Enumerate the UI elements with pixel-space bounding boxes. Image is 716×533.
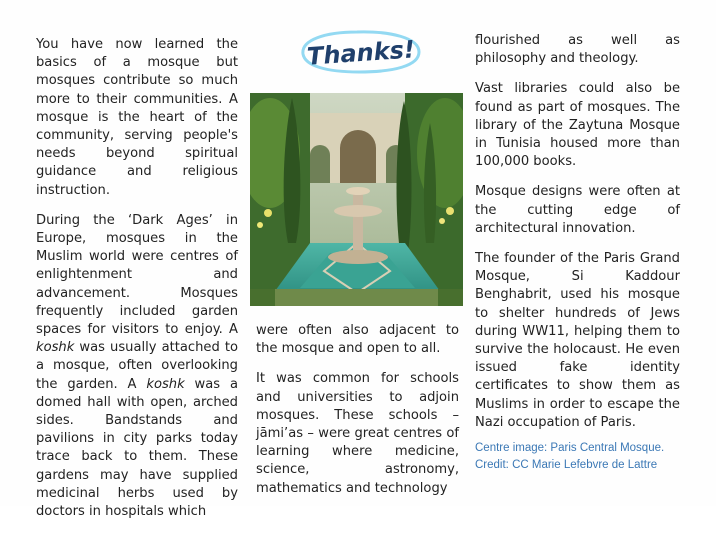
image-caption [475, 440, 705, 474]
dark-ages-text-c: was a domed hall with open, arched sides. Bandstands and pavilions in city parks today trace back to them. These gardens may have supplied medicinal herbs used by doctors in hospitals which [36, 376, 239, 520]
caption-credit: Credit: CC Marie Lefebvre de Lattre [475, 459, 658, 471]
designs-paragraph: Mosque designs were often at the cutting edge of architectural innovation. [475, 184, 680, 236]
adjacent-paragraph: were often also adjacent to the mosque and open to all. [256, 323, 459, 357]
paris-mosque-paragraph: The founder of the Paris Grand Mosque, Si Kaddour Benghabrit, used his mosque to shelter hundreds of Jews during WW11, helping them to survive the holocaust. He even issued fake identity certificates to show them as Muslims in order to escape the Nazi occupation of Paris. [475, 251, 680, 430]
dark-ages-text-a: During the ‘Dark Ages’ in Europe, mosques in the Muslim world were centres of enlightenment and advancement. Mosques frequently included garden spaces for visitors to enjoy. A [36, 212, 238, 338]
philosophy-paragraph: flourished as well as philosophy and theology. [475, 33, 680, 67]
koshk-term: koshk [146, 376, 185, 392]
column-middle [256, 322, 459, 510]
intro-paragraph: You have now learned the basics of a mosque but mosques contribute so much more to their communities. A mosque is the heart of the community, serving people's needs beyond spiritual guidance and religious instruction. [36, 37, 238, 198]
caption-line-1: Centre image: Paris Central Mosque. [475, 442, 665, 454]
thanks-sticker [295, 26, 425, 76]
schools-paragraph: It was common for schools and universities to adjoin mosques. These schools – jāmi’as – were great centres of learning where medicine, science, astronomy, mathematics and technology [256, 371, 459, 496]
column-left [36, 36, 238, 533]
koshk-term: koshk [36, 340, 75, 356]
dark-ages-paragraph [36, 212, 238, 521]
mosque-garden-photo [250, 93, 463, 306]
thanks-text: Thanks! [306, 35, 416, 71]
column-right [475, 32, 680, 444]
libraries-paragraph: Vast libraries could also be found as part of mosques. The library of the Zaytuna Mosque in Tunisia housed more than 100,000 books. [475, 81, 680, 170]
dark-ages-text-b: was usually attached to a mosque, often overlooking the garden. A [36, 340, 238, 392]
